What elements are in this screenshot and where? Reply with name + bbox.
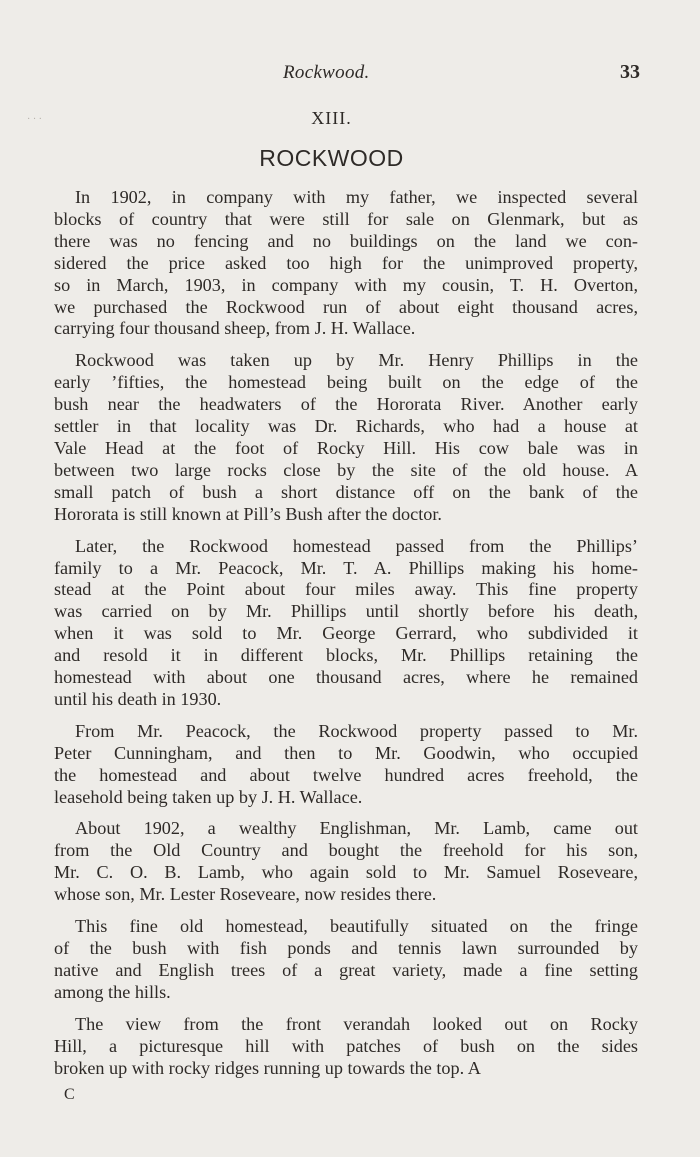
text-line: bush near the headwaters of the Hororata River. Another early bbox=[54, 394, 638, 415]
chapter-title: ROCKWOOD bbox=[259, 145, 404, 171]
text-line: until his death in 1930. bbox=[54, 688, 222, 709]
text-line: between two large rocks close by the site of the old house. A bbox=[54, 459, 638, 480]
paragraph bbox=[54, 536, 638, 711]
text-line: The view from the front verandah looked out on Rocky bbox=[75, 1013, 638, 1034]
running-head: Rockwood. bbox=[283, 62, 370, 83]
paragraph bbox=[54, 187, 638, 340]
text-line: This fine old homestead, beautifully situated on the fringe bbox=[75, 916, 638, 937]
text-line: carrying four thousand sheep, from J. H. Wallace. bbox=[54, 318, 416, 339]
text-line: native and English trees of a great variety, made a fine setting bbox=[54, 959, 638, 980]
text-line: Mr. C. O. B. Lamb, who again sold to Mr. Samuel Roseveare, bbox=[54, 862, 638, 883]
text-line: early ’fifties, the homestead being built on the edge of the bbox=[54, 372, 638, 393]
signature-mark: C bbox=[64, 1086, 75, 1103]
text-line: Rockwood was taken up by Mr. Henry Phillips in the bbox=[75, 350, 638, 371]
body-text bbox=[54, 187, 638, 1089]
text-line: Peter Cunningham, and then to Mr. Goodwin, who occupied bbox=[54, 742, 638, 763]
text-line: blocks of country that were still for sale on Glenmark, but as bbox=[54, 208, 638, 229]
text-line: homestead with about one thousand acres, where he remained bbox=[54, 667, 638, 688]
text-line: was carried on by Mr. Phillips until shortly before his death, bbox=[54, 601, 638, 622]
text-line: Vale Head at the foot of Rocky Hill. His cow bale was in bbox=[54, 437, 638, 458]
text-line: small patch of bush a short distance off on the bank of the bbox=[54, 481, 638, 502]
text-line: leasehold being taken up by J. H. Wallace. bbox=[54, 786, 363, 807]
text-line: Hororata is still known at Pill’s Bush after the doctor. bbox=[54, 503, 442, 524]
margin-speckle: · · · bbox=[27, 114, 42, 125]
text-line: whose son, Mr. Lester Roseveare, now resides there. bbox=[54, 884, 437, 905]
text-line: we purchased the Rockwood run of about eight thousand acres, bbox=[54, 296, 638, 317]
text-line: the homestead and about twelve hundred acres freehold, the bbox=[54, 764, 638, 785]
text-line: sidered the price asked too high for the unimproved property, bbox=[54, 252, 638, 273]
text-line: among the hills. bbox=[54, 981, 171, 1002]
text-line: and resold it in different blocks, Mr. Phillips retaining the bbox=[54, 645, 638, 666]
text-line: of the bush with fish ponds and tennis lawn surrounded by bbox=[54, 938, 638, 958]
text-line: from the Old Country and bought the freehold for his son, bbox=[54, 840, 638, 861]
text-line: so in March, 1903, in company with my cousin, T. H. Overton, bbox=[54, 274, 638, 295]
text-line: settler in that locality was Dr. Richards, who had a house at bbox=[54, 416, 638, 437]
paragraph bbox=[54, 916, 638, 1004]
text-line: family to a Mr. Peacock, Mr. T. A. Phillips making his home- bbox=[54, 557, 638, 578]
text-line: In 1902, in company with my father, we inspected several bbox=[75, 187, 638, 207]
paragraph bbox=[54, 721, 638, 809]
text-line: From Mr. Peacock, the Rockwood property passed to Mr. bbox=[75, 720, 638, 741]
paragraph bbox=[54, 350, 638, 525]
text-line: stead at the Point about four miles away. This fine property bbox=[54, 579, 638, 600]
text-line: Hill, a picturesque hill with patches of bush on the sides bbox=[54, 1035, 638, 1056]
text-line: Later, the Rockwood homestead passed from the Phillips’ bbox=[75, 535, 638, 556]
text-line: there was no fencing and no buildings on the land we con- bbox=[54, 230, 638, 251]
chapter-number: XIII. bbox=[311, 108, 352, 128]
page-number: 33 bbox=[620, 61, 640, 83]
text-line: when it was sold to Mr. George Gerrard, who subdivided it bbox=[54, 623, 638, 644]
text-line: broken up with rocky ridges running up towards the top. A bbox=[54, 1057, 481, 1078]
paragraph bbox=[54, 1014, 638, 1080]
paragraph bbox=[54, 818, 638, 906]
text-line: About 1902, a wealthy Englishman, Mr. Lamb, came out bbox=[75, 818, 638, 839]
